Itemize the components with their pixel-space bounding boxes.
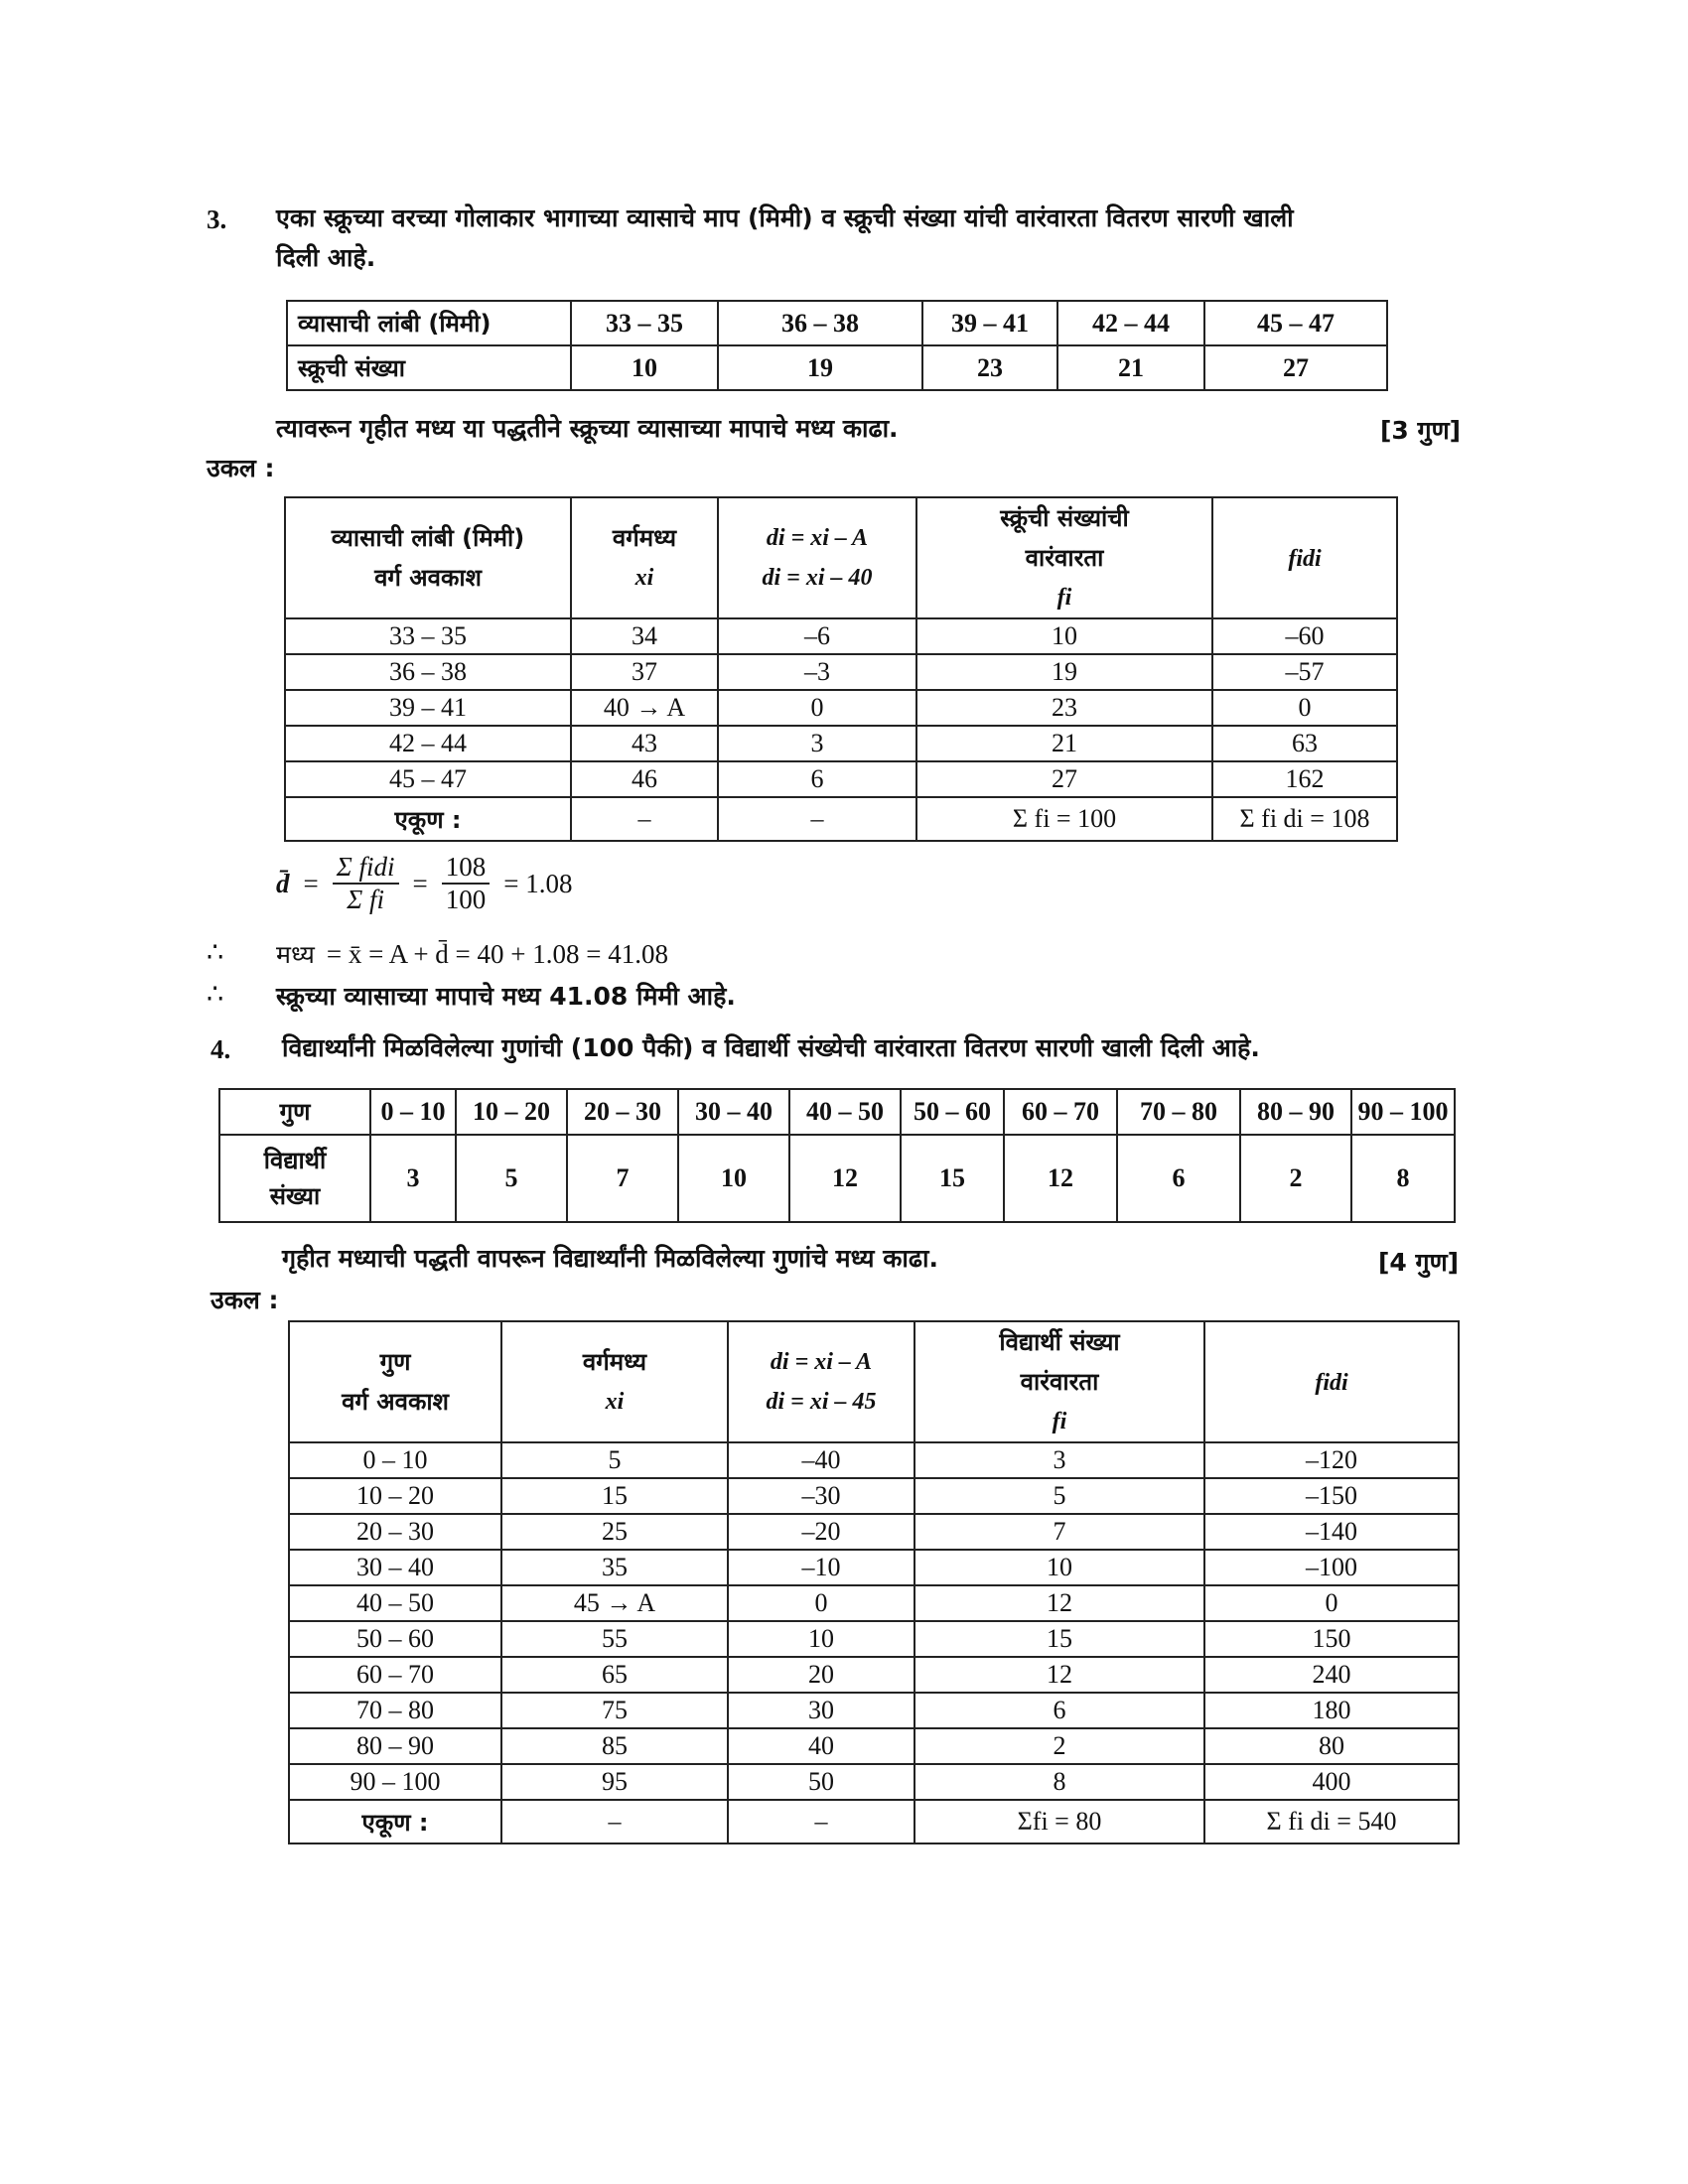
header-frequency: स्क्रूंची संख्यांची वारंवारता fi [916, 497, 1212, 618]
row-label-marks: गुण [219, 1089, 370, 1135]
header-frequency: विद्यार्थी संख्या वारंवारता fi [914, 1321, 1204, 1442]
question-4-solution-table [288, 1320, 1460, 1844]
table-row [285, 654, 1397, 690]
class-cell: 45 – 47 [1204, 301, 1387, 345]
cell: 15 [914, 1621, 1204, 1657]
cell: 45 – 47 [285, 761, 571, 797]
cell: 0 [718, 690, 916, 726]
cell: 162 [1212, 761, 1397, 797]
class-cell: 90 – 100 [1351, 1089, 1455, 1135]
count-cell: 10 [678, 1135, 789, 1222]
fraction-symbolic: $\frac{\text{Σ fidi}}{\text{Σ fi}}$ [333, 852, 399, 915]
cell: 75 [501, 1693, 728, 1728]
question-4-solution-label: उकल : [211, 1286, 279, 1314]
table-row [289, 1657, 1459, 1693]
class-cell: 36 – 38 [718, 301, 922, 345]
formula-d-bar: d̄ = $\frac{\text{Σ fidi}}{\text{Σ fi}}$ = $\frac{108}{100}$ = 1.08 [276, 852, 573, 914]
cell: –30 [728, 1478, 914, 1514]
cell: 21 [916, 726, 1212, 761]
fraction-numeric: $\frac{108}{100}$ [442, 852, 491, 915]
header-midpoint: वर्गमध्य xi [571, 497, 718, 618]
table-row [289, 1550, 1459, 1585]
cell: –40 [728, 1442, 914, 1478]
cell: 23 [916, 690, 1212, 726]
cell: 3 [718, 726, 916, 761]
cell: 0 [728, 1585, 914, 1621]
cell: 180 [1204, 1693, 1459, 1728]
question-3-number: 3. [207, 205, 227, 234]
cell: – [501, 1800, 728, 1843]
cell: 46 [571, 761, 718, 797]
cell: 3 [914, 1442, 1204, 1478]
cell: 150 [1204, 1621, 1459, 1657]
table-row [289, 1514, 1459, 1550]
cell: 25 [501, 1514, 728, 1550]
cell: 37 [571, 654, 718, 690]
formula-mean [276, 937, 668, 971]
table-row [289, 1693, 1459, 1728]
d-bar-result: = 1.08 [503, 868, 573, 898]
cell: 60 – 70 [289, 1657, 501, 1693]
cell: –6 [718, 618, 916, 654]
class-cell: 10 – 20 [456, 1089, 567, 1135]
cell: 12 [914, 1585, 1204, 1621]
therefore-symbol: ∴ [207, 937, 224, 967]
count-cell: 8 [1351, 1135, 1455, 1222]
class-cell: 20 – 30 [567, 1089, 678, 1135]
cell: 34 [571, 618, 718, 654]
cell: 50 – 60 [289, 1621, 501, 1657]
cell: –140 [1204, 1514, 1459, 1550]
cell: 10 [728, 1621, 914, 1657]
cell: 10 [914, 1550, 1204, 1585]
count-cell: 12 [1004, 1135, 1117, 1222]
header-fd: fidi [1212, 497, 1397, 618]
cell: –3 [718, 654, 916, 690]
count-cell: 5 [456, 1135, 567, 1222]
table-row [285, 690, 1397, 726]
cell: 30 [728, 1693, 914, 1728]
total-row [289, 1800, 1459, 1843]
cell: 0 [1212, 690, 1397, 726]
cell: 10 – 20 [289, 1478, 501, 1514]
question-4-data-table [218, 1088, 1456, 1223]
class-cell: 39 – 41 [922, 301, 1057, 345]
count-cell: 10 [571, 345, 718, 390]
question-3-conclusion: स्क्रूच्या व्यासाच्या मापाचे मध्य 41.08 मिमी आहे. [276, 982, 736, 1011]
table-row [285, 726, 1397, 761]
cell: –120 [1204, 1442, 1459, 1478]
count-cell: 15 [901, 1135, 1004, 1222]
cell: –100 [1204, 1550, 1459, 1585]
count-cell: 12 [789, 1135, 901, 1222]
mean-expression: = x̄ = A + d̄ = 40 + 1.08 = 41.08 [326, 939, 668, 969]
question-3-line1: एका स्क्रूच्या वरच्या गोलाकार भागाच्या व्यासाचे माप (मिमी) व स्क्रूची संख्या यांची वारंवारता वितरण सारणी खाली [276, 204, 1294, 232]
cell: 55 [501, 1621, 728, 1657]
class-cell: 42 – 44 [1057, 301, 1204, 345]
cell: –20 [728, 1514, 914, 1550]
question-3-marks: [3 गुण] [1380, 416, 1462, 445]
cell: 40 – 50 [289, 1585, 501, 1621]
cell: 0 [1204, 1585, 1459, 1621]
count-cell: 27 [1204, 345, 1387, 390]
mean-label: मध्य [276, 940, 315, 969]
cell: 30 – 40 [289, 1550, 501, 1585]
cell: – [718, 797, 916, 841]
therefore-symbol-2: ∴ [207, 979, 224, 1009]
header-deviation: di = xi – A di = xi – 45 [728, 1321, 914, 1442]
question-3-line2: दिली आहे. [276, 243, 376, 272]
question-3-data-table [286, 300, 1388, 391]
cell: –57 [1212, 654, 1397, 690]
cell: 12 [914, 1657, 1204, 1693]
question-4-marks: [4 गुण] [1378, 1248, 1460, 1277]
cell: 43 [571, 726, 718, 761]
question-4-instruction: गृहीत मध्याची पद्धती वापरून विद्यार्थ्यांनी मिळविलेल्या गुणांचे मध्य काढा. [282, 1244, 938, 1273]
sum-fd: Σ fi di = 108 [1212, 797, 1397, 841]
header-fd: fidi [1204, 1321, 1459, 1442]
question-4-text: विद्यार्थ्यांनी मिळविलेल्या गुणांची (100 पैकी) व विद्यार्थी संख्येची वारंवारता वितरण सारणी खाली दिली आहे. [282, 1033, 1260, 1062]
cell: 8 [914, 1764, 1204, 1800]
cell: 20 [728, 1657, 914, 1693]
cell: 50 [728, 1764, 914, 1800]
row-label-diameter: व्यासाची लांबी (मिमी) [287, 301, 571, 345]
count-cell: 6 [1117, 1135, 1240, 1222]
cell: –60 [1212, 618, 1397, 654]
sum-f: Σfi = 80 [914, 1800, 1204, 1843]
cell: 70 – 80 [289, 1693, 501, 1728]
cell: –10 [728, 1550, 914, 1585]
cell: 240 [1204, 1657, 1459, 1693]
cell: 20 – 30 [289, 1514, 501, 1550]
header-class: गुण वर्ग अवकाश [289, 1321, 501, 1442]
count-cell: 2 [1240, 1135, 1351, 1222]
table-row [289, 1478, 1459, 1514]
cell: – [571, 797, 718, 841]
cell: 400 [1204, 1764, 1459, 1800]
count-cell: 21 [1057, 345, 1204, 390]
cell: 90 – 100 [289, 1764, 501, 1800]
header-row [289, 1321, 1459, 1442]
count-cell: 7 [567, 1135, 678, 1222]
count-cell: 3 [370, 1135, 456, 1222]
cell: – [728, 1800, 914, 1843]
d-bar-symbol: d̄ [276, 868, 290, 898]
header-row [285, 497, 1397, 618]
cell: 63 [1212, 726, 1397, 761]
class-cell: 30 – 40 [678, 1089, 789, 1135]
class-cell: 33 – 35 [571, 301, 718, 345]
header-class: व्यासाची लांबी (मिमी) वर्ग अवकाश [285, 497, 571, 618]
cell: 6 [914, 1693, 1204, 1728]
question-3-solution-label: उकल : [207, 454, 275, 482]
table-row [289, 1442, 1459, 1478]
cell: 45 → A [501, 1585, 728, 1621]
cell: 0 – 10 [289, 1442, 501, 1478]
table-row [287, 345, 1387, 390]
header-deviation: di = xi – A di = xi – 40 [718, 497, 916, 618]
cell: 5 [914, 1478, 1204, 1514]
cell: 80 [1204, 1728, 1459, 1764]
cell: 85 [501, 1728, 728, 1764]
table-row [285, 618, 1397, 654]
sum-f: Σ fi = 100 [916, 797, 1212, 841]
cell: 40 → A [571, 690, 718, 726]
question-3-text [276, 199, 1497, 278]
cell: –150 [1204, 1478, 1459, 1514]
table-row [219, 1135, 1455, 1222]
total-label: एकूण : [289, 1800, 501, 1843]
table-row [289, 1764, 1459, 1800]
cell: 65 [501, 1657, 728, 1693]
cell: 10 [916, 618, 1212, 654]
cell: 19 [916, 654, 1212, 690]
class-cell: 0 – 10 [370, 1089, 456, 1135]
row-label-students: विद्यार्थी संख्या [219, 1135, 370, 1222]
table-row [289, 1585, 1459, 1621]
cell: 7 [914, 1514, 1204, 1550]
cell: 95 [501, 1764, 728, 1800]
question-4-number: 4. [211, 1034, 231, 1064]
cell: 6 [718, 761, 916, 797]
cell: 42 – 44 [285, 726, 571, 761]
cell: 80 – 90 [289, 1728, 501, 1764]
row-label-count: स्क्रूची संख्या [287, 345, 571, 390]
cell: 27 [916, 761, 1212, 797]
table-row [285, 761, 1397, 797]
cell: 40 [728, 1728, 914, 1764]
table-row [289, 1621, 1459, 1657]
class-cell: 50 – 60 [901, 1089, 1004, 1135]
cell: 15 [501, 1478, 728, 1514]
class-cell: 70 – 80 [1117, 1089, 1240, 1135]
sum-fd: Σ fi di = 540 [1204, 1800, 1459, 1843]
class-cell: 60 – 70 [1004, 1089, 1117, 1135]
cell: 39 – 41 [285, 690, 571, 726]
cell: 5 [501, 1442, 728, 1478]
table-row [219, 1089, 1455, 1135]
header-midpoint: वर्गमध्य xi [501, 1321, 728, 1442]
count-cell: 19 [718, 345, 922, 390]
table-row [287, 301, 1387, 345]
total-row [285, 797, 1397, 841]
total-label: एकूण : [285, 797, 571, 841]
question-3-instruction: त्यावरून गृहीत मध्य या पद्धतीने स्क्रूच्या व्यासाच्या मापाचे मध्य काढा. [276, 414, 899, 443]
cell: 35 [501, 1550, 728, 1585]
question-3-solution-table [284, 496, 1398, 842]
count-cell: 23 [922, 345, 1057, 390]
cell: 33 – 35 [285, 618, 571, 654]
class-cell: 80 – 90 [1240, 1089, 1351, 1135]
table-row [289, 1728, 1459, 1764]
cell: 2 [914, 1728, 1204, 1764]
class-cell: 40 – 50 [789, 1089, 901, 1135]
cell: 36 – 38 [285, 654, 571, 690]
